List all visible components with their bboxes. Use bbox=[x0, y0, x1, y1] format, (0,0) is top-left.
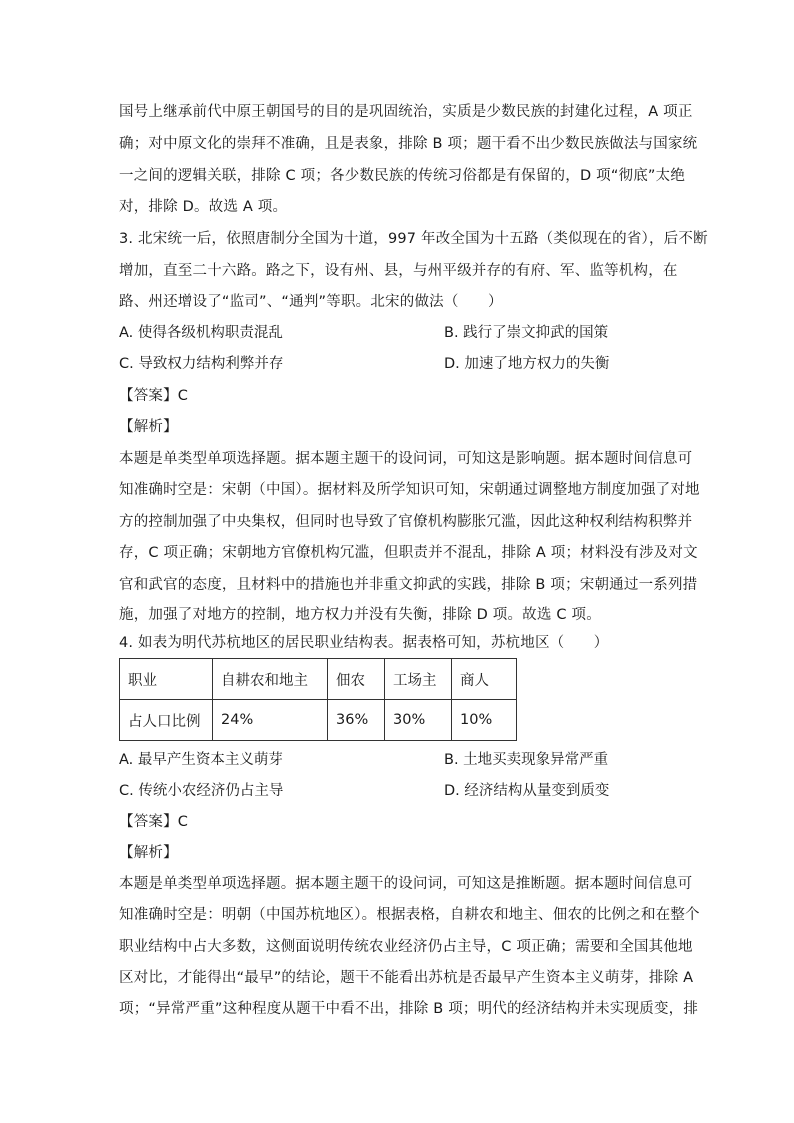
table-header-cell: 自耕农和地主 bbox=[213, 659, 328, 700]
table-row bbox=[120, 700, 517, 741]
q4-analysis-line-5: 项；“异常严重”这种程度从题干中看不出，排除 B 项；明代的经济结构并未实现质变，排 bbox=[119, 1001, 699, 1017]
table-cell: 占人口比例 bbox=[120, 700, 213, 741]
table-header-cell: 佃农 bbox=[328, 659, 385, 700]
q3-analysis-line-2: 知准确时空是：宋朝（中国）。据材料及所学知识可知，宋朝通过调整地方制度加强了对地 bbox=[119, 482, 700, 498]
table-cell: 36% bbox=[328, 700, 385, 741]
table-cell: 24% bbox=[213, 700, 328, 741]
q4-option-c: C. 传统小农经济仍占主导 bbox=[119, 783, 284, 799]
q3-option-c: C. 导致权力结构利弊并存 bbox=[119, 356, 284, 372]
q3-stem-line-1: 3. 北宋统一后，依照唐制分全国为十道，997 年改全国为十五路（类似现在的省），后不断 bbox=[119, 231, 708, 247]
q4-analysis-line-4: 区对比，才能得出“最早”的结论，题干不能看出苏杭是否最早产生资本主义萌芽，排除 A bbox=[119, 970, 694, 986]
q4-option-a: A. 最早产生资本主义萌芽 bbox=[119, 752, 283, 768]
table-header-cell: 工场主 bbox=[385, 659, 452, 700]
q4-answer: 【答案】C bbox=[119, 814, 189, 830]
q4-option-d: D. 经济结构从量变到质变 bbox=[444, 783, 610, 799]
q3-answer: 【答案】C bbox=[119, 388, 189, 404]
q4-option-b: B. 土地买卖现象异常严重 bbox=[444, 752, 609, 768]
q3-stem-line-2: 增加，直至二十六路。路之下，设有州、县，与州平级并存的有府、军、监等机构，在 bbox=[119, 263, 678, 279]
q3-option-a: A. 使得各级机构职责混乱 bbox=[119, 325, 283, 341]
intro-line-1: 国号上继承前代中原王朝国号的目的是巩固统治，实质是少数民族的封建化过程，A 项正 bbox=[119, 104, 693, 120]
table-header-cell: 商人 bbox=[452, 659, 517, 700]
q4-analysis-line-1: 本题是单类型单项选择题。据本题主题干的设问词，可知这是推断题。据本题时间信息可 bbox=[119, 876, 693, 892]
q3-option-b: B. 践行了崇文抑武的国策 bbox=[444, 325, 609, 341]
intro-line-4: 对，排除 D。故选 A 项。 bbox=[119, 199, 288, 215]
table-cell: 30% bbox=[385, 700, 452, 741]
table-cell: 10% bbox=[452, 700, 517, 741]
q3-analysis-line-3: 方的控制加强了中央集权，但同时也导致了官僚机构膨胀冗滥，因此这种权利结构积弊并 bbox=[119, 514, 693, 530]
q3-analysis-line-6: 施，加强了对地方的控制，地方权力并没有失衡，排除 D 项。故选 C 项。 bbox=[119, 607, 601, 623]
q3-analysis-line-5: 官和武官的态度，且材料中的措施也并非重文抑武的实践，排除 B 项；宋朝通过一系列措 bbox=[119, 577, 698, 593]
q3-analysis-label: 【解析】 bbox=[119, 419, 178, 435]
occupation-table bbox=[119, 658, 517, 741]
table-header-cell: 职业 bbox=[120, 659, 213, 700]
q4-analysis-line-2: 知准确时空是：明朝（中国苏杭地区）。根据表格，自耕农和地主、佃农的比例之和在整个 bbox=[119, 907, 700, 923]
q4-analysis-line-3: 职业结构中占大多数，这侧面说明传统农业经济仍占主导，C 项正确；需要和全国其他地 bbox=[119, 939, 693, 955]
q3-option-d: D. 加速了地方权力的失衡 bbox=[444, 356, 610, 372]
q3-analysis-line-1: 本题是单类型单项选择题。据本题主题干的设问词，可知这是影响题。据本题时间信息可 bbox=[119, 451, 693, 467]
q3-stem-line-3: 路、州还增设了“监司”、“通判”等职。北宋的做法（ ） bbox=[119, 294, 503, 310]
intro-line-3: 一之间的逻辑关联，排除 C 项；各少数民族的传统习俗都是有保留的，D 项“彻底”太绝 bbox=[119, 168, 686, 184]
q4-stem: 4. 如表为明代苏杭地区的居民职业结构表。据表格可知，苏杭地区（ ） bbox=[119, 635, 609, 651]
intro-line-2: 确；对中原文化的崇拜不准确，且是表象，排除 B 项；题干看不出少数民族做法与国家统 bbox=[119, 136, 698, 152]
table-header-row bbox=[120, 659, 517, 700]
q3-analysis-line-4: 存，C 项正确；宋朝地方官僚机构冗滥，但职责并不混乱，排除 A 项；材料没有涉及对文 bbox=[119, 545, 698, 561]
q4-analysis-label: 【解析】 bbox=[119, 845, 178, 861]
